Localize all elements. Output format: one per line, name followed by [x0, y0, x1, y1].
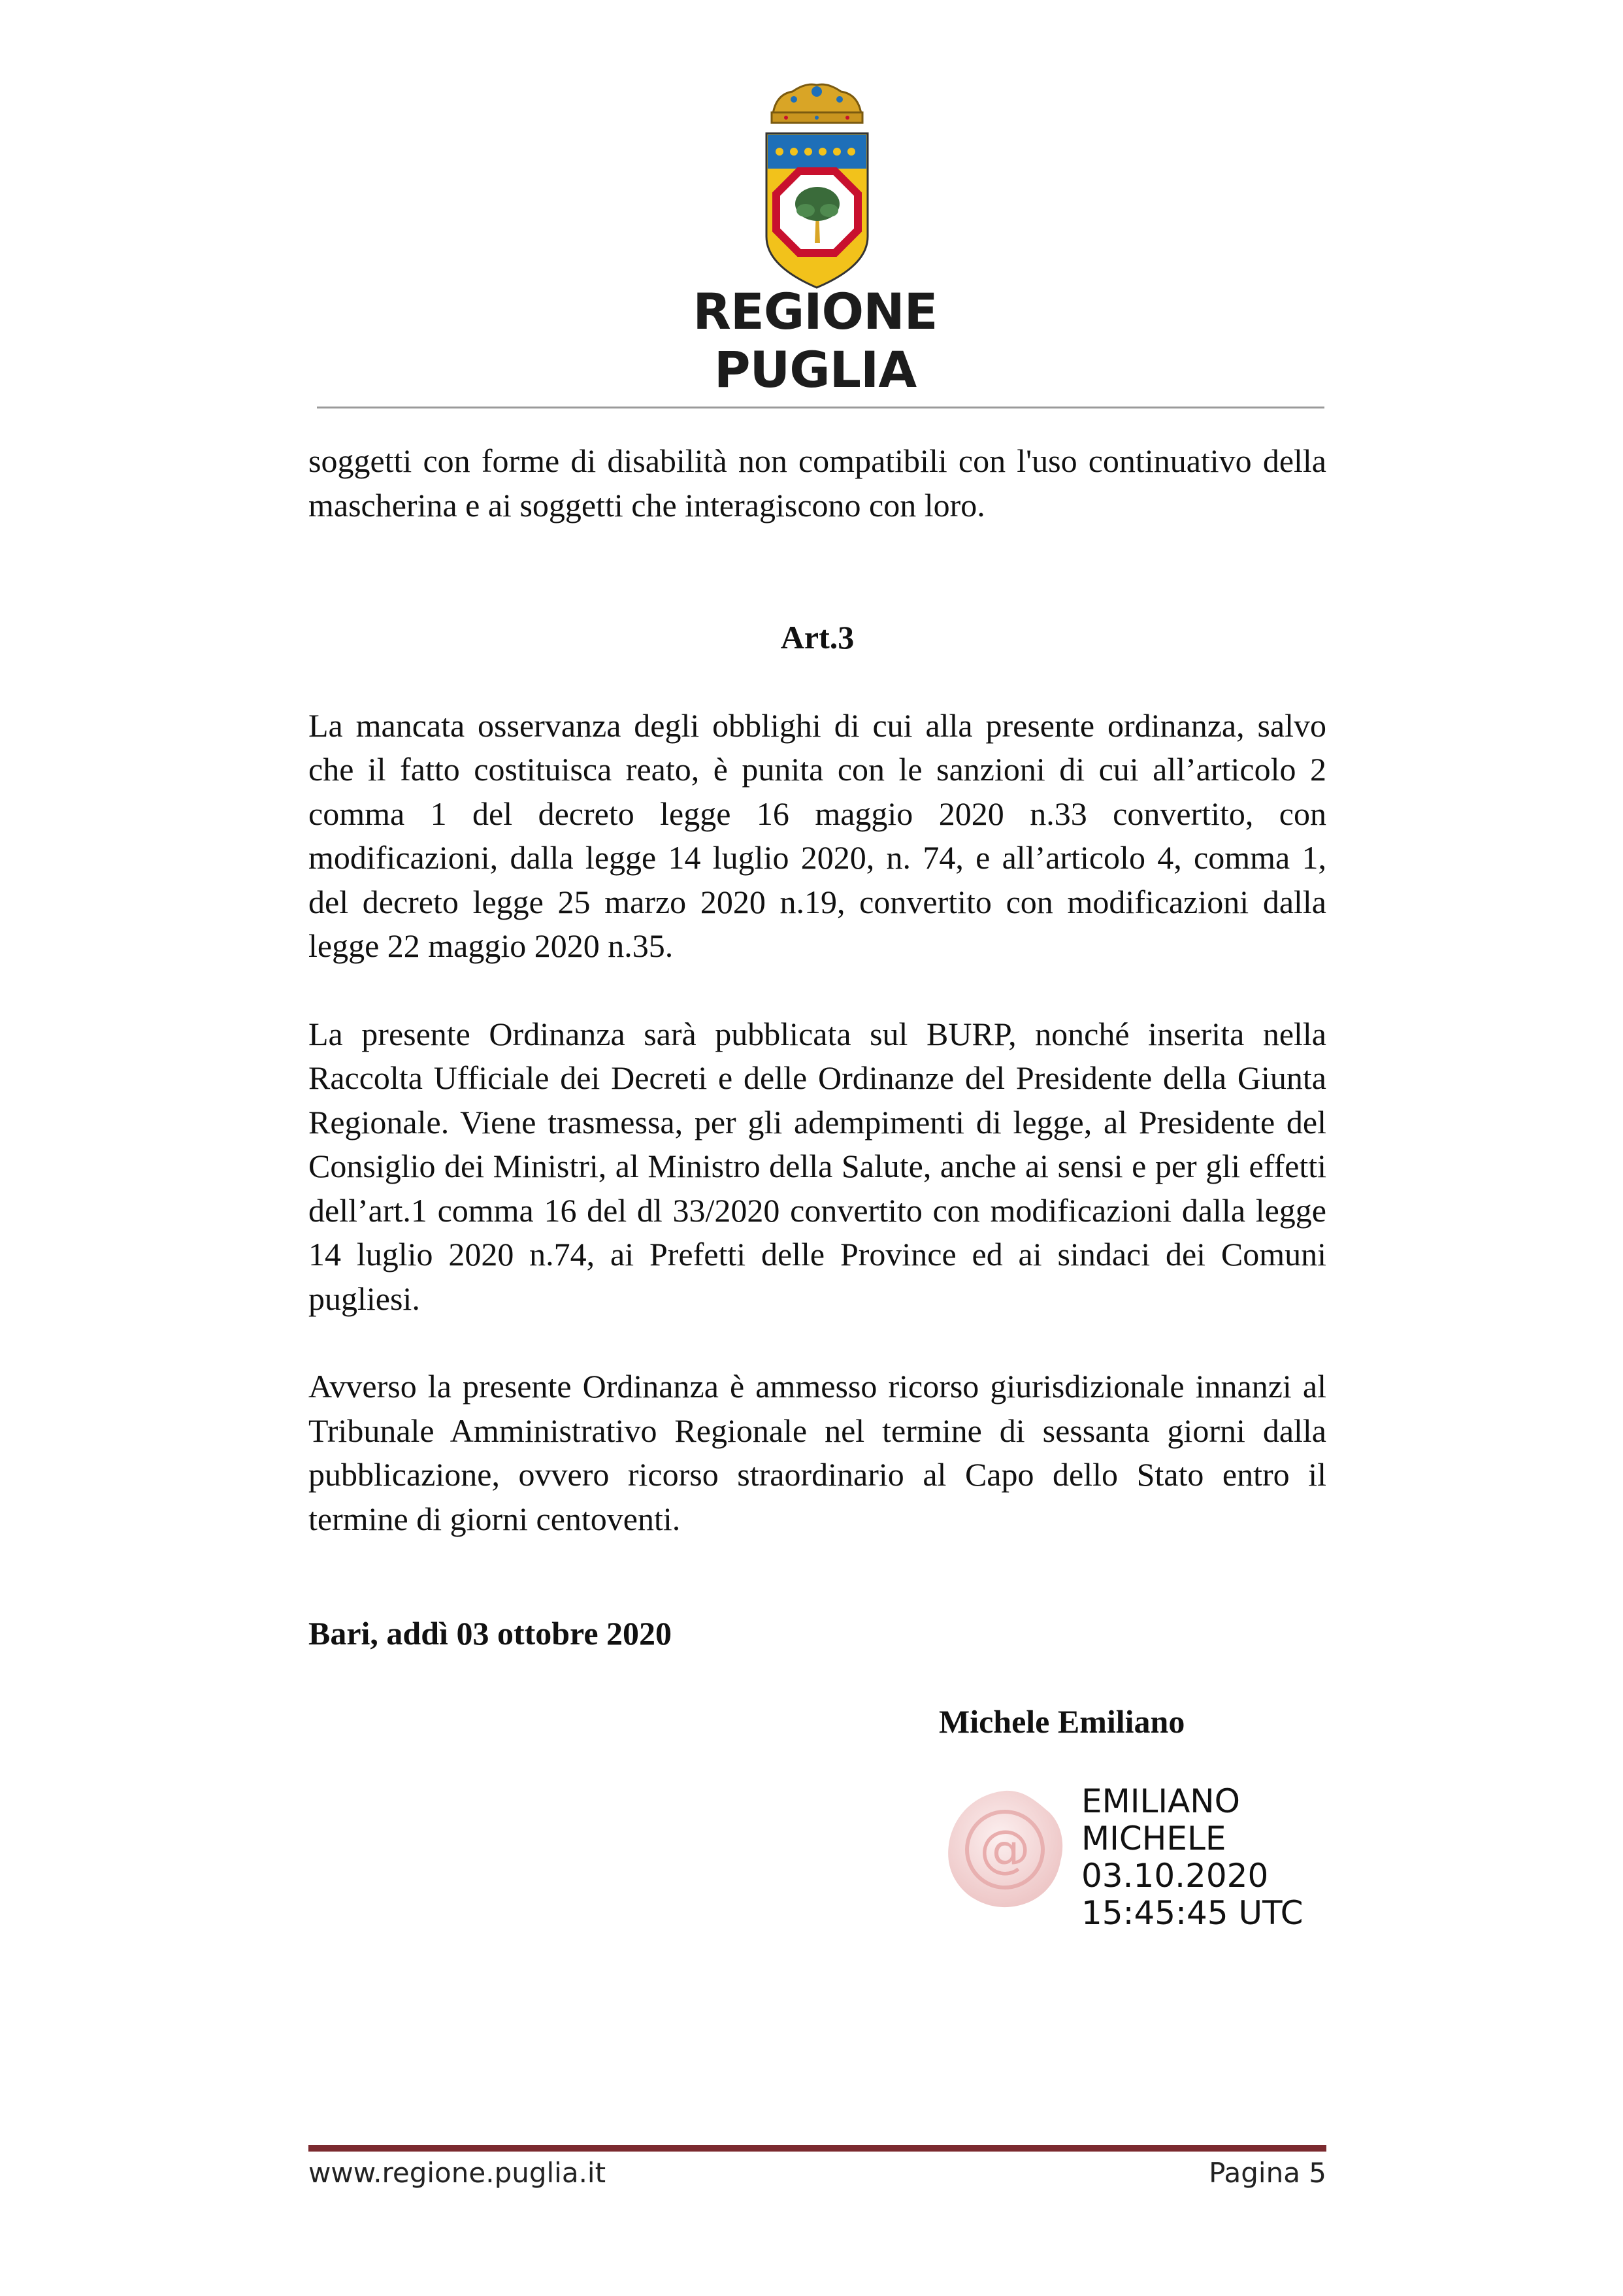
signature-date: 03.10.2020	[1081, 1857, 1269, 1895]
article-heading: Art.3	[780, 619, 855, 656]
signature-time: 15:45:45 UTC	[1081, 1894, 1303, 1932]
body-paragraph: soggetti con forme di disabilità non compatibili con l'uso continuativo della mascherina e ai soggetti che interagiscono con loro.	[308, 442, 1326, 524]
signer-name: Michele Emiliano	[939, 1703, 1185, 1740]
header-rule	[317, 407, 1324, 408]
document-body	[308, 439, 1326, 1541]
signature-surname: EMILIANO	[1081, 1782, 1241, 1820]
footer-website: www.regione.puglia.it	[308, 2157, 606, 2189]
region-name: REGIONE PUGLIA	[693, 282, 938, 399]
digital-signature-text	[1081, 1783, 1303, 1932]
header-logo	[598, 14, 1032, 399]
signature-name: MICHELE	[1081, 1820, 1226, 1857]
footer-page-number: Pagina 5	[1209, 2157, 1326, 2189]
body-paragraph: La presente Ordinanza sarà pubblicata sul BURP, nonché inserita nella Raccolta Ufficiale dei Decreti e delle Ordinanze del Presidente della Giunta Regionale. Viene trasmessa, per gli adempimenti di legge, al Presidente del Consiglio dei Ministri, al Ministro della Salute, anche ai sensi e per gli effetti dell’art.1 comma 16 del dl 33/2020 convertito con modificazioni dalla legge 14 luglio 2020 n.74, ai Prefetti delle Province ed ai sindaci dei Comuni pugliesi.	[308, 1015, 1326, 1317]
place-date: Bari, addì 03 ottobre 2020	[308, 1615, 672, 1652]
regione-puglia-crest-icon	[760, 80, 874, 289]
svg-text:@: @	[979, 1820, 1030, 1879]
body-paragraph: Avverso la presente Ordinanza è ammesso ricorso giurisdizionale innanzi al Tribunale Amministrativo Regionale nel termine di sessanta giorni dalla pubblicazione, ovvero ricorso straordinario al Capo dello Stato entro il termine di giorni centoventi.	[308, 1368, 1326, 1537]
digital-signature-seal-icon	[940, 1783, 1070, 1914]
body-paragraph: La mancata osservanza degli obblighi di cui alla presente ordinanza, salvo che il fatto costituisca reato, è punita con le sanzioni di cui all’articolo 2 comma 1 del decreto legge 16 maggio 2020 n.33 convertito, con modificazioni, dalla legge 14 luglio 2020, n. 74, e all’articolo 4, comma 1, del decreto legge 25 marzo 2020 n.19, convertito con modificazioni dalla legge 22 maggio 2020 n.35.	[308, 707, 1326, 964]
footer-rule	[308, 2145, 1326, 2152]
